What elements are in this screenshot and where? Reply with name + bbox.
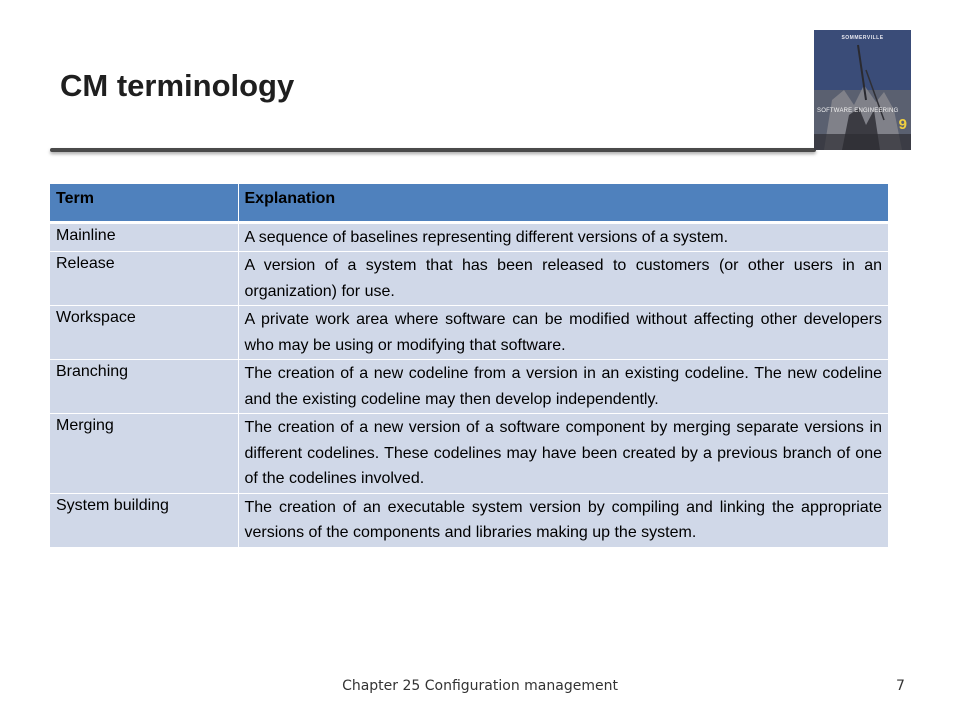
explanation-cell: The creation of an executable system version by compiling and linking the appropriate versions of the components and libraries making up the system. [238, 493, 888, 547]
explanation-cell: A private work area where software can be modified without affecting other developers who may be using or modifying that software. [238, 306, 888, 360]
page-number: 7 [896, 678, 905, 694]
term-cell: Workspace [50, 306, 238, 360]
book-cover-image [814, 30, 911, 150]
table-row [50, 360, 888, 414]
slide-title: CM terminology [60, 68, 295, 103]
explanation-cell: The creation of a new codeline from a version in an existing codeline. The new codeline and the existing codeline may then develop independently. [238, 360, 888, 414]
table-row [50, 306, 888, 360]
table-row [50, 252, 888, 306]
term-cell: Branching [50, 360, 238, 414]
title-divider [50, 148, 816, 152]
book-title: SOFTWARE ENGINEERING [817, 108, 899, 114]
term-cell: Merging [50, 414, 238, 494]
book-author: SOMMERVILLE [841, 35, 884, 41]
term-cell: Mainline [50, 222, 238, 252]
term-cell: System building [50, 493, 238, 547]
table-row [50, 493, 888, 547]
book-edition: 9 [898, 116, 907, 133]
column-header-explanation: Explanation [238, 184, 888, 222]
explanation-cell: A sequence of baselines representing different versions of a system. [238, 222, 888, 252]
terminology-table [50, 184, 888, 547]
column-header-term: Term [50, 184, 238, 222]
table-row [50, 222, 888, 252]
explanation-cell: A version of a system that has been released to customers (or other users in an organization) for use. [238, 252, 888, 306]
explanation-cell: The creation of a new version of a software component by merging separate versions in different codelines. These codelines may have been created by a previous branch of one of the codelines involved. [238, 414, 888, 494]
table-row [50, 414, 888, 494]
footer-chapter-title: Chapter 25 Configuration management [342, 678, 618, 694]
book-cover-illustration [814, 30, 911, 150]
table-header-row [50, 184, 888, 222]
term-cell: Release [50, 252, 238, 306]
